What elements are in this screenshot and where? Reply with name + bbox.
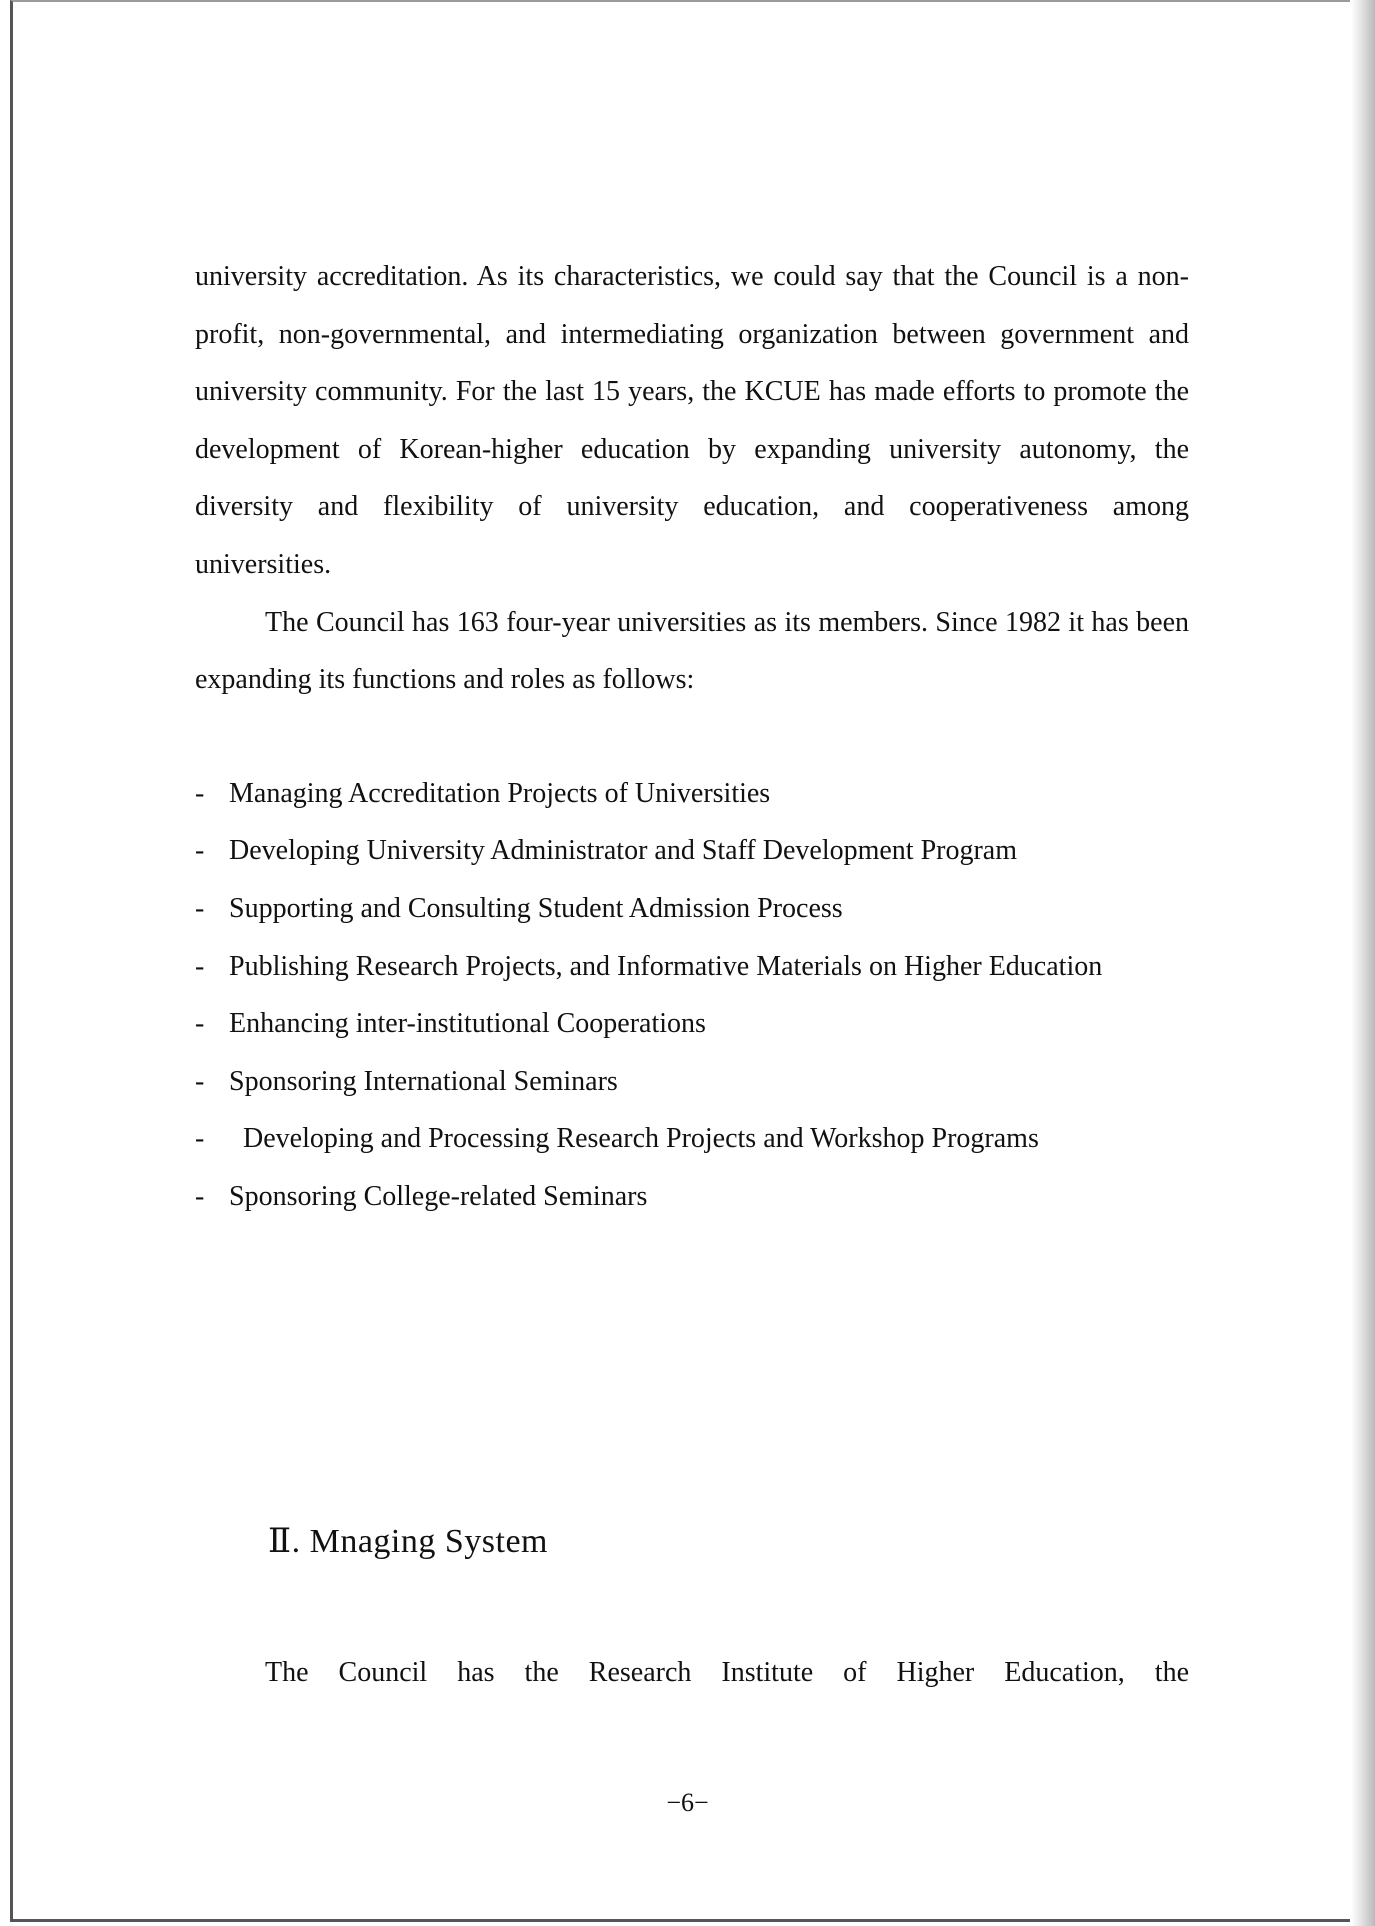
list-item-text: Developing and Processing Research Projects and Workshop Programs — [243, 1123, 1039, 1155]
page-edge-shadow — [1351, 0, 1375, 1926]
page-number: −6− — [666, 1788, 709, 1817]
list-item-text: Sponsoring College-related Seminars — [229, 1180, 648, 1212]
list-item — [195, 1110, 1189, 1168]
list-item-text: Publishing Research Projects, and Informative Materials on Higher Education — [229, 950, 1103, 982]
list-item-text: Sponsoring International Seminars — [229, 1065, 618, 1097]
list-dash: - — [195, 835, 205, 867]
paragraph-members: The Council has 163 four-year universities as its members. Since 1982 it has been expanding its functions and roles as follows: — [195, 606, 1189, 696]
document-body — [195, 248, 1189, 1226]
list-dash: - — [195, 950, 205, 982]
list-item — [195, 938, 1189, 996]
section-heading: Ⅱ. Mnaging System — [268, 1523, 549, 1560]
list-item-text: Developing University Administrator and Staff Development Program — [229, 835, 1018, 867]
list-item — [195, 822, 1189, 880]
paragraph-research-institute: The Council has the Research Institute of Higher Education, the — [265, 1657, 1189, 1688]
functions-list — [195, 765, 1189, 1226]
list-dash: - — [195, 777, 205, 809]
list-item — [195, 995, 1189, 1053]
list-item — [195, 765, 1189, 823]
list-dash: - — [195, 892, 205, 924]
list-item — [195, 1053, 1189, 1111]
list-item — [195, 880, 1189, 938]
list-dash: - — [195, 1008, 205, 1040]
list-item-text: Enhancing inter-institutional Cooperations — [229, 1008, 706, 1040]
paragraph-intro: university accreditation. As its characteristics, we could say that the Council is a non-profit, non-governmental, and intermediating organization between government and university community. For the last 15 years, the KCUE has made efforts to promote the development of Korean-higher education by expanding university autonomy, the diversity and flexibility of university education, and cooperativeness among universities. — [195, 261, 1189, 580]
list-dash: - — [195, 1065, 205, 1097]
list-dash: - — [195, 1180, 205, 1212]
list-dash: - — [195, 1123, 205, 1155]
list-item — [195, 1168, 1189, 1226]
list-item-text: Supporting and Consulting Student Admission Process — [229, 892, 843, 924]
list-item-text: Managing Accreditation Projects of Universities — [229, 777, 771, 809]
